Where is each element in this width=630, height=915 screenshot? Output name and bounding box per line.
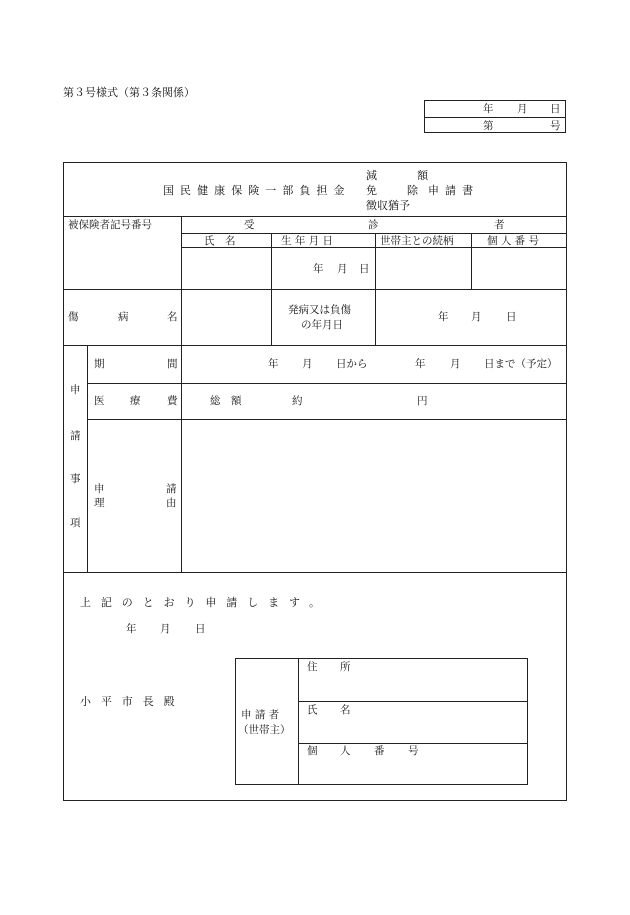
col-personal-number: 個 人 番 号 — [487, 235, 540, 247]
applicant-label-1: 申 請 者 — [241, 709, 280, 721]
birth-month: 月 — [337, 263, 348, 275]
items-label-1: 請 — [70, 430, 81, 442]
addressee: 小平市長殿 — [80, 695, 185, 708]
onset-month: 月 — [471, 311, 482, 323]
onset-label-1: 発病又は負傷 — [288, 304, 351, 316]
period-label-b: 間 — [167, 358, 178, 370]
period-y2: 年 — [415, 358, 426, 370]
declaration-year: 年 — [126, 623, 137, 635]
form-number: 第３号様式（第３条関係） — [63, 86, 195, 99]
title-main-men: 免 — [366, 184, 377, 197]
personal-number-label-d: 号 — [408, 745, 419, 757]
reason-label-c: 理 — [94, 497, 105, 509]
birth-year: 年 — [313, 263, 324, 275]
onset-day: 日 — [506, 311, 517, 323]
declaration-month: 月 — [160, 623, 171, 635]
address-label-a: 住 — [307, 661, 318, 673]
disease-label-c: 名 — [167, 311, 178, 323]
onset-label-2: の年月日 — [301, 319, 343, 331]
applicant-box — [235, 658, 528, 785]
title-line-top: 減 額 — [366, 169, 435, 182]
date-box-dai: 第 — [483, 120, 494, 132]
declaration-day: 日 — [195, 623, 206, 635]
disease-label-a: 傷 — [68, 311, 79, 323]
col-name: 氏 名 — [204, 235, 236, 247]
date-box-day: 日 — [550, 103, 561, 115]
col-birthdate: 生 年 月 日 — [281, 235, 334, 247]
date-box-month: 月 — [517, 103, 528, 115]
patient-header-shin: 診 — [368, 219, 379, 231]
patient-header-sha: 者 — [494, 219, 505, 231]
medical-total: 総 額 — [210, 395, 242, 407]
title-main-left: 国民健康保険一部負担金 — [163, 184, 351, 197]
reason-label-a: 申 — [94, 483, 105, 495]
medical-approx: 約 — [292, 395, 303, 407]
title-main-right: 申請書 — [428, 184, 480, 197]
medical-yen: 円 — [417, 395, 428, 407]
address-label-b: 所 — [340, 661, 351, 673]
items-label-0: 申 — [70, 384, 81, 396]
disease-label-b: 病 — [118, 311, 129, 323]
personal-number-label-b: 人 — [340, 745, 351, 757]
date-box-year: 年 — [483, 103, 494, 115]
date-number-box — [424, 100, 566, 133]
medical-label-c: 費 — [167, 395, 178, 407]
period-d1: 日から — [336, 358, 368, 370]
period-m2: 月 — [450, 358, 461, 370]
declaration-statement: 上記のとおり申請します。 — [80, 596, 330, 609]
reason-label-b: 請 — [166, 483, 177, 495]
medical-label-a: 医 — [94, 395, 105, 407]
items-label-2: 事 — [70, 473, 81, 485]
title-main-jo: 除 — [407, 184, 418, 197]
date-box-go: 号 — [550, 120, 561, 132]
period-m1: 月 — [302, 358, 313, 370]
personal-number-label-a: 個 — [307, 745, 318, 757]
items-label-3: 項 — [70, 517, 81, 529]
insured-number-label: 被保険者記号番号 — [68, 219, 152, 231]
reason-label-d: 由 — [166, 497, 177, 509]
col-relation: 世帯主との続柄 — [380, 235, 454, 247]
period-y1: 年 — [268, 358, 279, 370]
birth-day: 日 — [359, 263, 370, 275]
period-label-a: 期 — [94, 358, 105, 370]
name-label-b: 名 — [340, 704, 351, 716]
applicant-label-2: （世帯主） — [238, 724, 291, 736]
name-label-a: 氏 — [307, 704, 318, 716]
onset-year: 年 — [438, 311, 449, 323]
patient-header-u: 受 — [244, 219, 255, 231]
medical-label-b: 療 — [130, 395, 141, 407]
period-d2: 日まで（予定） — [484, 358, 558, 370]
title-line-bottom: 徴収猶予 — [366, 199, 410, 212]
personal-number-label-c: 番 — [374, 745, 385, 757]
